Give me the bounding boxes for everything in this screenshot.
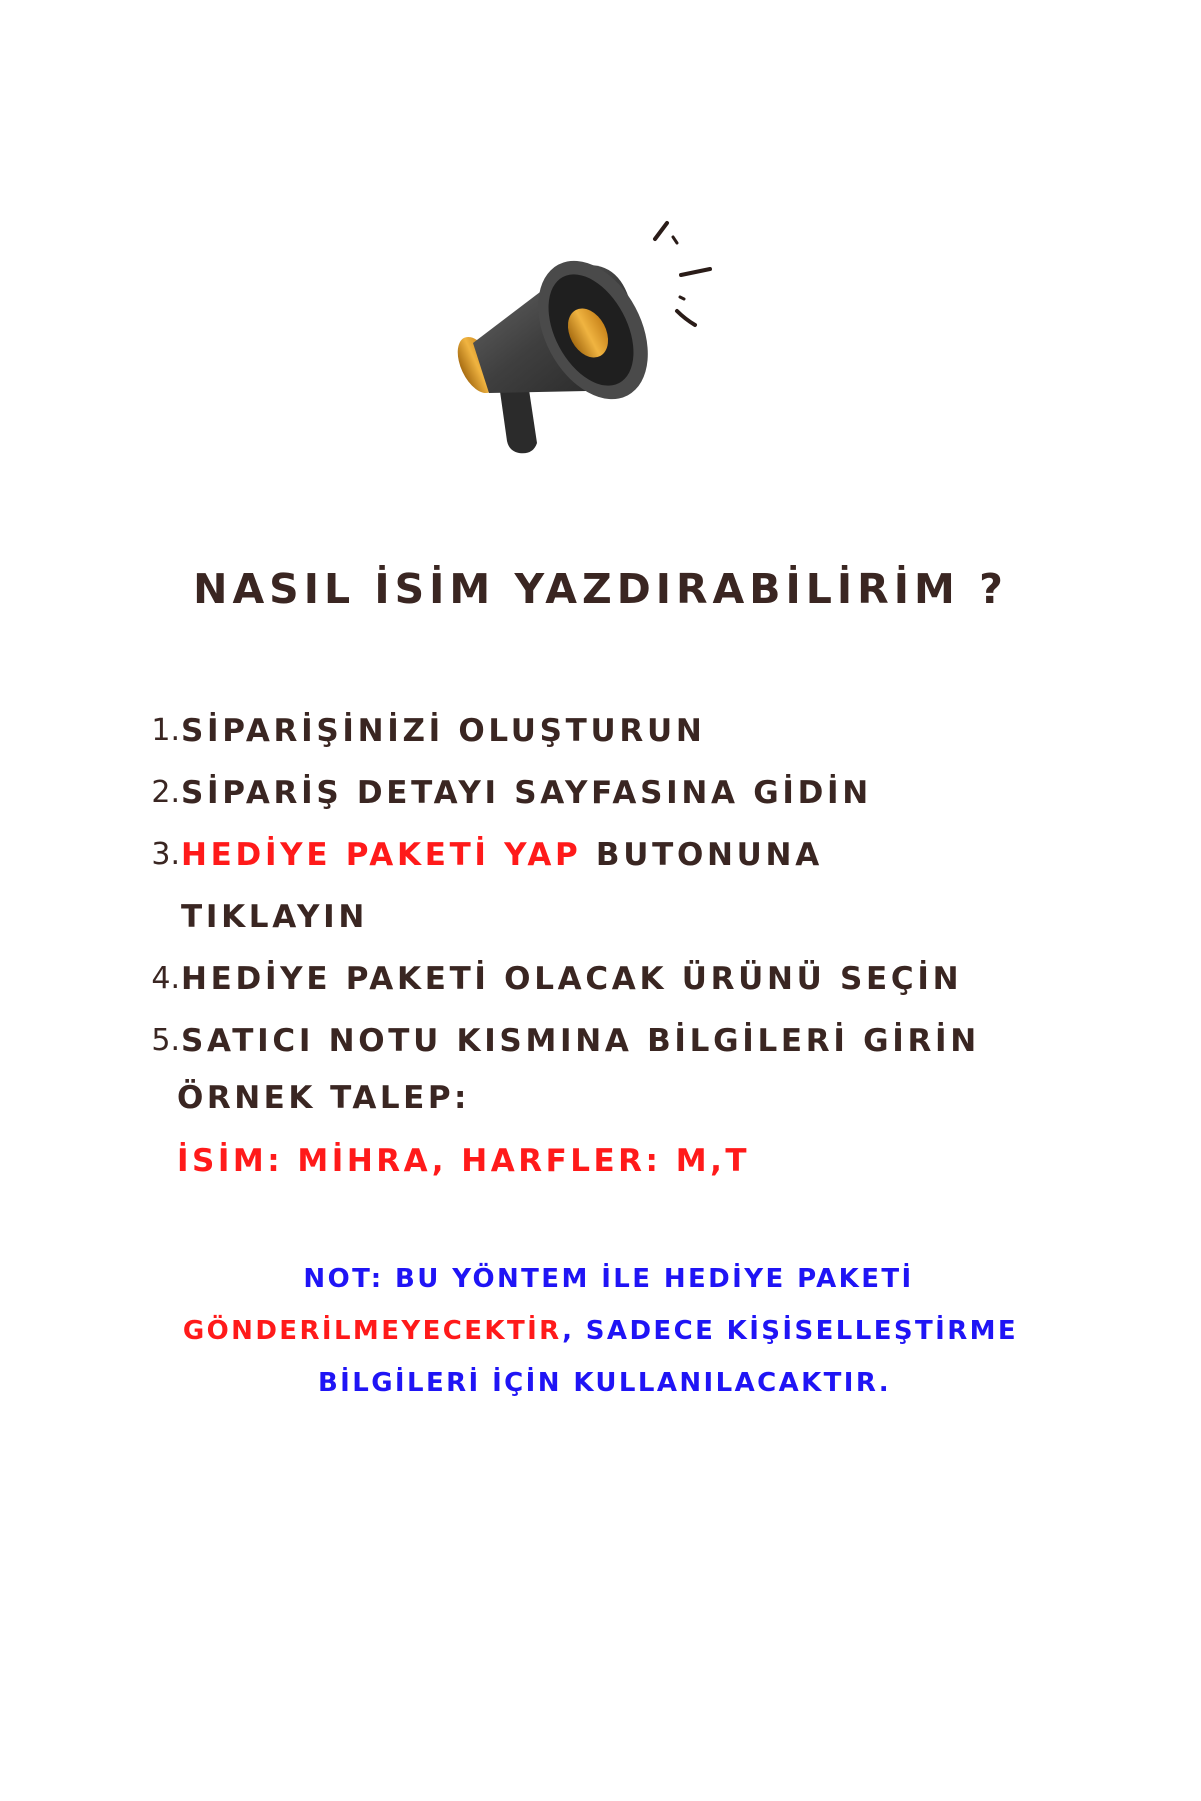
step-text: SİPARİŞİNİZİ OLUŞTURUN: [181, 713, 706, 749]
list-item: [140, 886, 1140, 948]
step-text: SATICI NOTU KISMINA BİLGİLERİ GİRİN: [181, 1023, 980, 1059]
list-item: [140, 1010, 1140, 1072]
example-label: ÖRNEK TALEP:: [177, 1080, 470, 1116]
step-highlight: HEDİYE PAKETİ YAP: [181, 837, 582, 873]
step-number: 5.: [151, 1023, 180, 1058]
note-text: , SADECE KİŞİSELLEŞTİRME: [562, 1316, 1019, 1346]
step-number: 3.: [151, 837, 180, 872]
note-line: [0, 1305, 1201, 1357]
note-block: [0, 1253, 1201, 1409]
page-title: NASIL İSİM YAZDIRABİLİRİM ?: [193, 565, 1008, 613]
list-item: [140, 824, 1140, 886]
list-item: [140, 762, 1140, 824]
note-highlight: GÖNDERİLMEYECEKTİR: [182, 1316, 563, 1346]
step-text: [181, 824, 823, 886]
step-text-rest: BUTONUNA: [581, 837, 823, 873]
step-text: SİPARİŞ DETAYI SAYFASINA GİDİN: [181, 775, 872, 811]
step-number: 2.: [151, 775, 180, 810]
note-line: BİLGİLERİ İÇİN KULLANILACAKTIR.: [317, 1368, 892, 1398]
step-text: HEDİYE PAKETİ OLACAK ÜRÜNÜ SEÇİN: [181, 961, 963, 997]
step-continuation: TIKLAYIN: [181, 899, 369, 935]
note-line: NOT: BU YÖNTEM İLE HEDİYE PAKETİ: [303, 1264, 914, 1294]
list-item: [140, 948, 1140, 1010]
megaphone-icon: [455, 215, 725, 475]
step-number: 1.: [151, 713, 180, 748]
steps-list: [140, 700, 1140, 1072]
step-number: 4.: [151, 961, 180, 996]
list-item: [140, 700, 1140, 762]
example-value: İSİM: MİHRA, HARFLER: M,T: [177, 1143, 751, 1179]
